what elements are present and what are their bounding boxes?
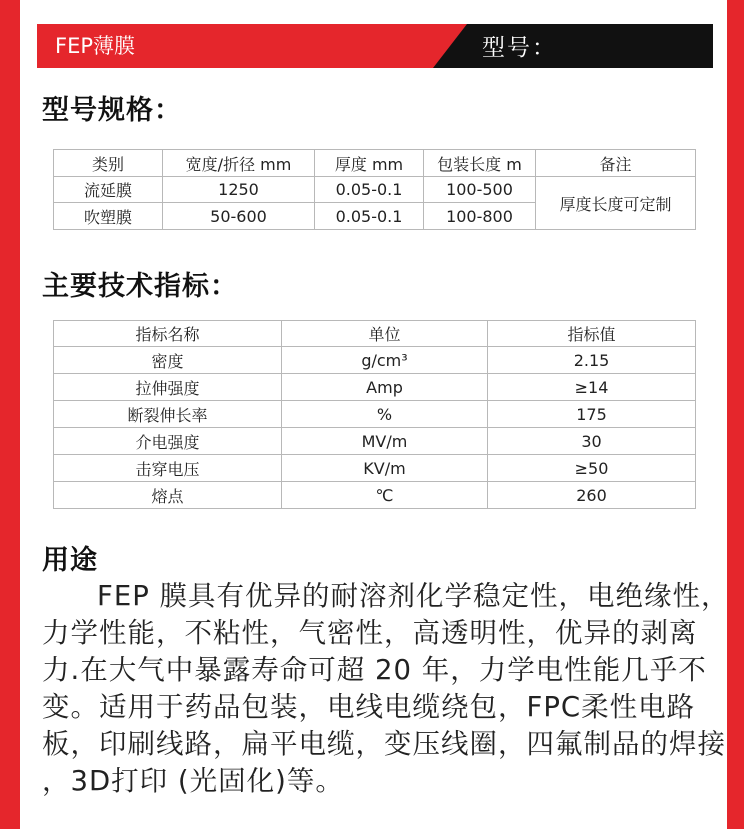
- spec-section-title: 型号规格：: [42, 95, 182, 126]
- model-label: 型号：: [482, 35, 557, 61]
- spec-cell: 1250: [163, 177, 315, 203]
- spec-cell: 流延膜: [54, 177, 163, 203]
- tech-cell: 30: [488, 428, 696, 455]
- spec-cell: 50-600: [163, 203, 315, 230]
- tech-cell: 断裂伸长率: [54, 401, 282, 428]
- table-row: [54, 401, 696, 428]
- tech-cell: g/cm³: [282, 347, 488, 374]
- tech-cell: 拉伸强度: [54, 374, 282, 401]
- table-row: [54, 455, 696, 482]
- spec-cell: 100-800: [424, 203, 536, 230]
- table-row: [54, 374, 696, 401]
- tech-cell: 密度: [54, 347, 282, 374]
- tech-header-cell: 指标值: [488, 321, 696, 347]
- tech-header-cell: 单位: [282, 321, 488, 347]
- spec-header-cell: 备注: [536, 150, 696, 177]
- spec-cell: 100-500: [424, 177, 536, 203]
- left-red-border: [0, 0, 20, 829]
- tech-cell: ≥50: [488, 455, 696, 482]
- header-banner: [37, 24, 713, 68]
- tech-cell: 2.15: [488, 347, 696, 374]
- tech-cell: %: [282, 401, 488, 428]
- tech-cell: ℃: [282, 482, 488, 509]
- tech-cell: 熔点: [54, 482, 282, 509]
- table-row: [54, 177, 696, 203]
- spec-header-row: [54, 150, 696, 177]
- table-row: [54, 482, 696, 509]
- tech-table: [53, 320, 696, 509]
- tech-cell: 击穿电压: [54, 455, 282, 482]
- tech-header-row: [54, 321, 696, 347]
- table-row: [54, 347, 696, 374]
- tech-cell: ≥14: [488, 374, 696, 401]
- header-red-panel: [37, 24, 477, 68]
- table-row: [54, 428, 696, 455]
- tech-cell: KV/m: [282, 455, 488, 482]
- tech-cell: 175: [488, 401, 696, 428]
- tech-cell: MV/m: [282, 428, 488, 455]
- product-name: FEP薄膜: [55, 34, 136, 58]
- tech-cell: 260: [488, 482, 696, 509]
- spec-cell: 0.05-0.1: [315, 203, 424, 230]
- tech-header-cell: 指标名称: [54, 321, 282, 347]
- tech-cell: Amp: [282, 374, 488, 401]
- header-black-panel: [433, 24, 713, 68]
- spec-table: [53, 149, 696, 230]
- usage-paragraph: FEP 膜具有优异的耐溶剂化学稳定性，电绝缘性，力学性能，不粘性，气密性，高透明性，优异的剥离力.在大气中暴露寿命可超 20 年，力学电性能几乎不变。适用于药品包装，电线电缆绕包，FPC柔性电路板，印刷线路，扁平电缆，变压线圈，四氟制品的焊接 ，3D打印 (光固化)等。: [42, 580, 730, 797]
- spec-cell: 0.05-0.1: [315, 177, 424, 203]
- spec-header-cell: 厚度 mm: [315, 150, 424, 177]
- tech-cell: 介电强度: [54, 428, 282, 455]
- spec-cell: 吹塑膜: [54, 203, 163, 230]
- spec-header-cell: 包装长度 m: [424, 150, 536, 177]
- spec-remark-cell: 厚度长度可定制: [536, 177, 696, 230]
- spec-header-cell: 类别: [54, 150, 163, 177]
- usage-section-title: 用途: [42, 545, 98, 576]
- spec-header-cell: 宽度/折径 mm: [163, 150, 315, 177]
- tech-section-title: 主要技术指标：: [42, 271, 238, 302]
